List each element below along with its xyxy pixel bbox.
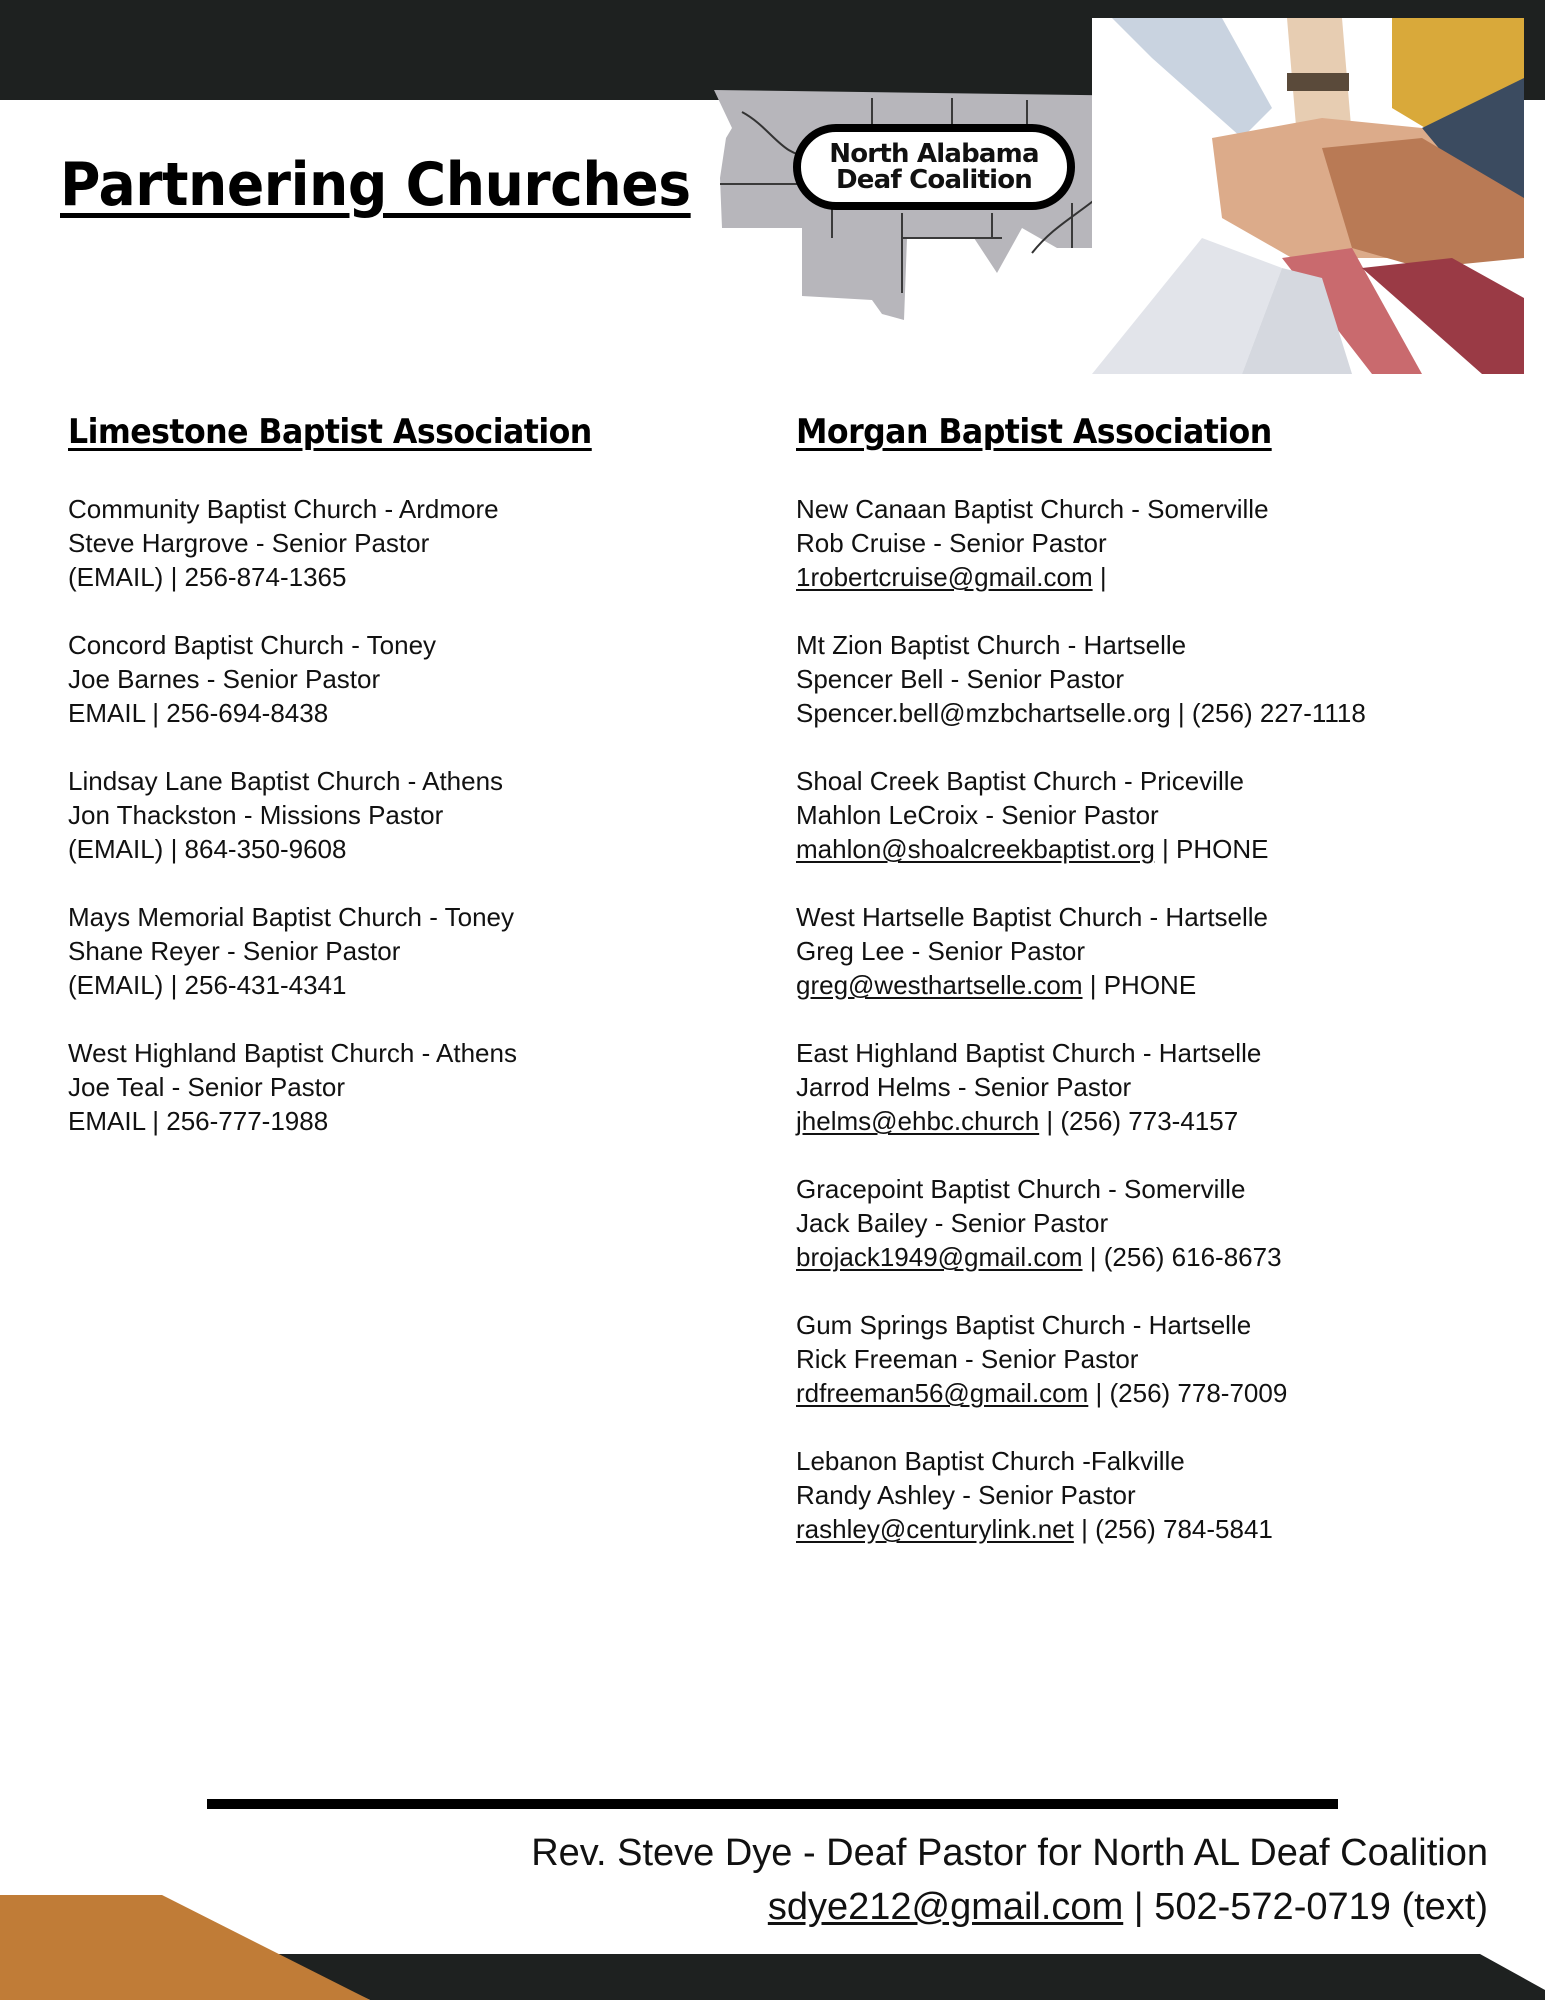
separator: | — [1039, 1106, 1061, 1136]
pastor-name: Jack Bailey - Senior Pastor — [796, 1208, 1109, 1238]
association-title: Morgan Baptist Association — [796, 412, 1272, 452]
church-entry — [796, 492, 1516, 594]
footer-divider — [207, 1799, 1338, 1809]
phone: 256-874-1365 — [184, 562, 347, 592]
phone: 256-777-1988 — [166, 1106, 329, 1136]
contact-line — [796, 1240, 1516, 1274]
footer-decorative-shapes — [0, 1890, 1545, 2000]
email-placeholder: (EMAIL) — [68, 970, 164, 1000]
church-entry — [796, 628, 1516, 730]
separator: | — [1073, 1514, 1096, 1544]
hands-image-icon — [1092, 18, 1524, 374]
pastor-name: Mahlon LeCroix - Senior Pastor — [796, 800, 1159, 830]
email-placeholder: EMAIL — [68, 1106, 146, 1136]
email-link[interactable]: brojack1949@gmail.com — [796, 1242, 1083, 1272]
church-name: West Hartselle Baptist Church - Hartselle — [796, 902, 1269, 932]
page-title: Partnering Churches — [60, 150, 691, 220]
separator: | — [1170, 698, 1192, 728]
pastor-name: Randy Ashley - Senior Pastor — [796, 1480, 1136, 1510]
email-placeholder: EMAIL — [68, 698, 146, 728]
phone: (256) 778-7009 — [1109, 1378, 1288, 1408]
pastor-name: Rob Cruise - Senior Pastor — [796, 528, 1107, 558]
contact-line — [796, 1104, 1516, 1138]
church-entry — [796, 764, 1516, 866]
email-link[interactable]: rashley@centurylink.net — [796, 1514, 1074, 1544]
phone: (256) 773-4157 — [1060, 1106, 1239, 1136]
separator: | — [1082, 1242, 1104, 1272]
separator: | — [163, 970, 185, 1000]
pastor-name: Rick Freeman - Senior Pastor — [796, 1344, 1139, 1374]
email-text: Spencer.bell@mzbchartselle.org — [796, 698, 1171, 728]
phone: (256) 616-8673 — [1103, 1242, 1282, 1272]
church-entry — [796, 1308, 1516, 1410]
pastor-name: Jarrod Helms - Senior Pastor — [796, 1072, 1132, 1102]
contact-line — [68, 696, 748, 730]
email-placeholder: (EMAIL) — [68, 562, 164, 592]
pastor-name: Jon Thackston - Missions Pastor — [68, 800, 444, 830]
church-name: Mays Memorial Baptist Church - Toney — [68, 902, 515, 932]
phone: PHONE — [1176, 834, 1269, 864]
email-link[interactable]: 1robertcruise@gmail.com — [796, 562, 1093, 592]
phone: (256) 784-5841 — [1095, 1514, 1273, 1544]
separator: | — [163, 562, 185, 592]
church-entry — [68, 492, 748, 594]
church-name: West Highland Baptist Church - Athens — [68, 1038, 517, 1068]
church-name: Mt Zion Baptist Church - Hartselle — [796, 630, 1187, 660]
contact-line — [796, 1512, 1516, 1546]
contact-line — [68, 832, 748, 866]
church-name: Lindsay Lane Baptist Church - Athens — [68, 766, 504, 796]
separator: | — [1088, 1378, 1110, 1408]
church-name: Lebanon Baptist Church -Falkville — [796, 1446, 1185, 1476]
phone: 256-431-4341 — [184, 970, 347, 1000]
email-link[interactable]: jhelms@ehbc.church — [796, 1106, 1040, 1136]
phone: 256-694-8438 — [166, 698, 329, 728]
logo-line-1: North Alabama — [829, 139, 1039, 169]
phone: PHONE — [1103, 970, 1197, 1000]
pastor-name: Shane Reyer - Senior Pastor — [68, 936, 401, 966]
church-name: Gracepoint Baptist Church - Somerville — [796, 1174, 1246, 1204]
contact-line — [796, 832, 1516, 866]
church-entry — [796, 1172, 1516, 1274]
contact-line — [68, 1104, 748, 1138]
footer-email-link[interactable]: sdye212@gmail.com — [767, 1886, 1124, 1928]
pastor-name: Greg Lee - Senior Pastor — [796, 936, 1086, 966]
church-entry — [68, 1036, 748, 1138]
church-entry — [796, 1444, 1516, 1546]
pastor-name: Spencer Bell - Senior Pastor — [796, 664, 1125, 694]
pastor-name: Joe Barnes - Senior Pastor — [68, 664, 381, 694]
church-entry — [796, 900, 1516, 1002]
contact-line — [68, 968, 748, 1002]
separator: | — [1082, 970, 1104, 1000]
separator: | — [163, 834, 185, 864]
separator: | — [1123, 1886, 1155, 1928]
footer-phone: 502-572-0719 (text) — [1154, 1886, 1488, 1928]
separator: | — [145, 698, 167, 728]
church-name: New Canaan Baptist Church - Somerville — [796, 494, 1269, 524]
church-name: Concord Baptist Church - Toney — [68, 630, 437, 660]
contact-line — [796, 560, 1516, 594]
church-entry — [796, 1036, 1516, 1138]
phone: (256) 227-1118 — [1191, 698, 1366, 728]
separator: | — [1154, 834, 1177, 864]
stacked-hands-photo — [1092, 18, 1524, 374]
phone: 864-350-9608 — [184, 834, 347, 864]
separator: | — [145, 1106, 167, 1136]
email-placeholder: (EMAIL) — [68, 834, 164, 864]
church-entry — [68, 900, 748, 1002]
email-link[interactable]: greg@westhartselle.com — [796, 970, 1083, 1000]
contact-line — [68, 560, 748, 594]
footer-contact-line: Rev. Steve Dye - Deaf Pastor for North AL Deaf Coalition — [531, 1832, 1488, 1874]
church-entry — [68, 628, 748, 730]
church-name: Shoal Creek Baptist Church - Priceville — [796, 766, 1244, 796]
logo-line-2: Deaf Coalition — [836, 165, 1032, 195]
morgan-association-section — [796, 412, 1516, 1580]
footer-band-icon — [0, 1890, 1545, 2000]
pastor-name: Steve Hargrove - Senior Pastor — [68, 528, 430, 558]
association-title: Limestone Baptist Association — [68, 412, 592, 452]
contact-line — [796, 696, 1516, 730]
email-link[interactable]: mahlon@shoalcreekbaptist.org — [796, 834, 1155, 864]
contact-line — [796, 1376, 1516, 1410]
contact-line — [796, 968, 1516, 1002]
separator: | — [1092, 562, 1107, 592]
church-name: Community Baptist Church - Ardmore — [68, 494, 499, 524]
limestone-association-section — [68, 412, 748, 1172]
church-name: East Highland Baptist Church - Hartselle — [796, 1038, 1262, 1068]
church-entry — [68, 764, 748, 866]
pastor-name: Joe Teal - Senior Pastor — [68, 1072, 345, 1102]
north-alabama-deaf-coalition-logo — [793, 124, 1075, 210]
email-link[interactable]: rdfreeman56@gmail.com — [796, 1378, 1089, 1408]
church-name: Gum Springs Baptist Church - Hartselle — [796, 1310, 1252, 1340]
